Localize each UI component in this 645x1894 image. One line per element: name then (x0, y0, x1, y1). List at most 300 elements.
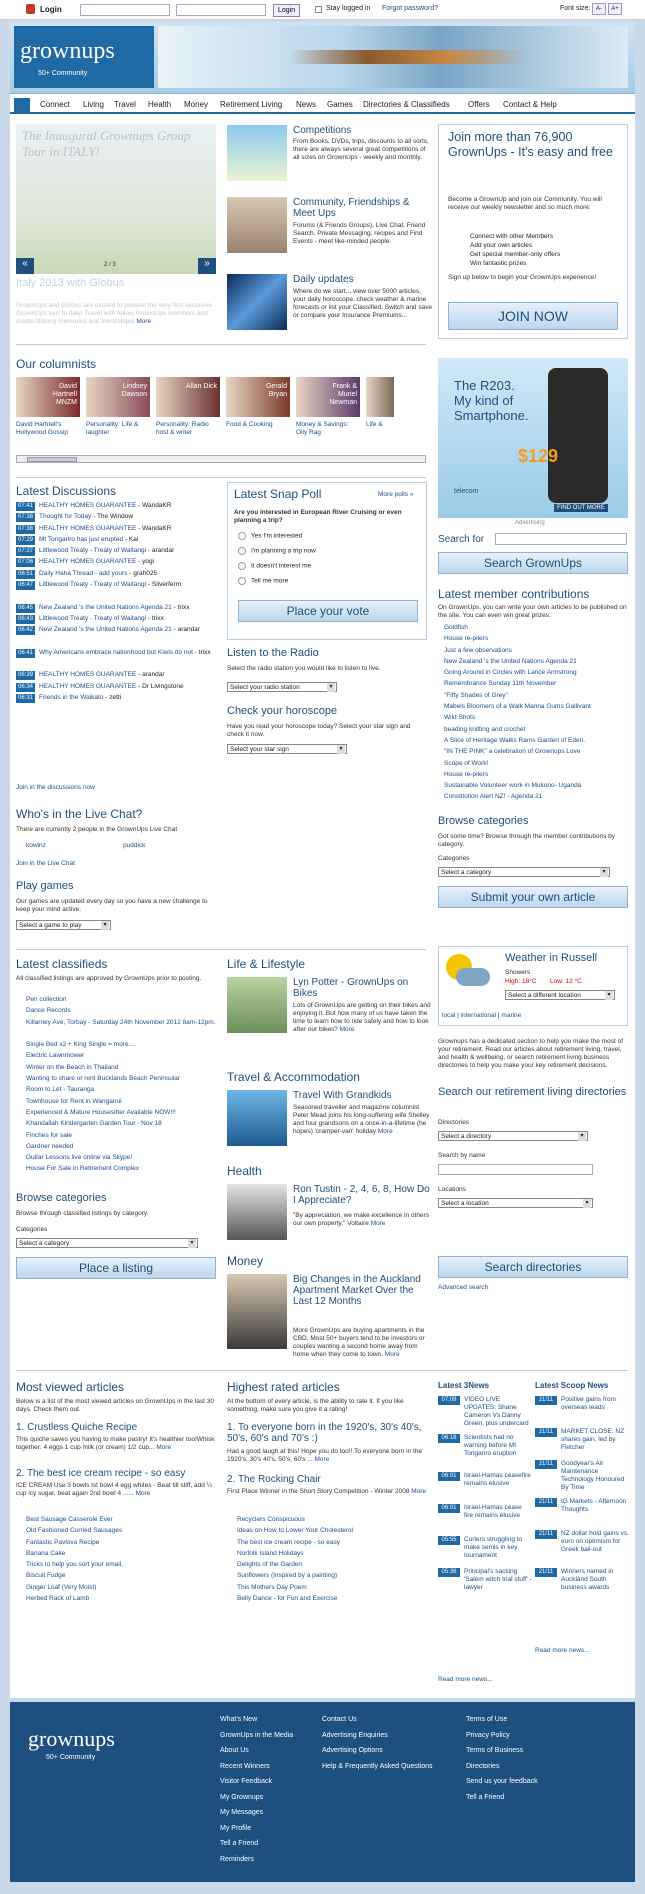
radio-station-select[interactable]: Select your radio station ▾ (227, 682, 337, 692)
discussion-item (16, 523, 216, 534)
discussion-user: - trixx (171, 603, 190, 611)
classifieds-browse-title: Browse categories (16, 1192, 107, 1204)
news-headline[interactable]: Israel-Hamas ceasefire remains elusive (464, 1472, 531, 1487)
community-text: Forums (& Friends Groups), Live Chat, Friend Search, Private Messaging, recipes and Find Events - meet like-minded people. (293, 222, 426, 245)
columnist-name: David Hartnell MNZM (52, 383, 77, 406)
news-headline[interactable]: Positive gains from overseas leads (561, 1396, 616, 1411)
footer-link[interactable]: Help & Frequently Asked Questions (322, 1762, 433, 1770)
money-image[interactable] (227, 1274, 287, 1349)
browse-categories-title: Browse categories (438, 815, 529, 827)
chat-user-2[interactable]: puddick (123, 842, 146, 849)
travel-text (293, 1104, 433, 1136)
community-image[interactable] (227, 197, 287, 253)
viewed-article-link[interactable]: Biscuit Fudge (26, 1572, 66, 1580)
slider-overlay-text: The Inaugural Grownups Group Tour in ITALY! (22, 128, 191, 159)
classified-item (26, 1130, 216, 1141)
nav-connect[interactable]: Connect (40, 100, 70, 109)
weather-international-link[interactable]: international (460, 1012, 497, 1019)
slider-next-button[interactable]: » (198, 258, 216, 274)
classified-link[interactable]: Gardner needed (26, 1142, 74, 1150)
directory-name-input[interactable] (438, 1164, 593, 1175)
news-headline[interactable]: Principal's sacking 'Salem witch trial stuff' - lawyer (464, 1568, 532, 1591)
columnist-photo[interactable] (86, 377, 150, 417)
footer-link[interactable]: Reminders (220, 1855, 254, 1863)
lifestyle-title: Life & Lifestyle (227, 957, 306, 971)
join-now-button[interactable]: JOIN NOW (448, 302, 618, 330)
money-text (293, 1327, 433, 1359)
news-time: 06:18 (438, 1434, 460, 1443)
discussion-time: 07:38 (18, 514, 34, 521)
place-listing-button[interactable]: Place a listing (16, 1257, 216, 1279)
viewed-article-link[interactable]: Banana Cake (26, 1549, 66, 1557)
footer-link[interactable]: Contact Us (322, 1716, 357, 1723)
footer-link[interactable]: About Us (220, 1747, 249, 1754)
highest-rated-text: At the bottom of every article, is the ability to rate it. If you like something, make sure you give it a rating! (227, 1398, 404, 1413)
footer-logo[interactable]: grownups (28, 1726, 115, 1751)
weather-location-select[interactable]: Select a different location ▾ (505, 990, 615, 1000)
discussion-link[interactable]: Friends in the Waikato (39, 694, 104, 702)
submit-article-button[interactable]: Submit your own article (438, 886, 628, 908)
footer-link[interactable]: My Messages (220, 1809, 264, 1816)
password-input[interactable] (176, 4, 266, 16)
money-more-link[interactable]: More (384, 1351, 400, 1358)
discussion-time: 07:41 (18, 503, 34, 509)
nav-money[interactable]: Money (184, 100, 209, 109)
scrollbar-thumb[interactable] (27, 457, 77, 462)
weather-marine-link[interactable]: marine (501, 1012, 522, 1019)
classified-link[interactable]: Single Bed x2 + King Single = more.... (26, 1041, 136, 1049)
contribution-link[interactable]: Sustainable Volunteer work in Mukono- Uganda (444, 782, 582, 790)
columnist-name: Gerald Bryan (265, 383, 287, 398)
footer-link[interactable]: Tell a Friend (466, 1793, 505, 1801)
discussion-link[interactable]: New Zealand 's the United Nations Agenda 21 (39, 626, 172, 634)
highest-rated-title: Highest rated articles (227, 1380, 340, 1394)
discussion-link[interactable]: Why Americans embrace nationhood but Kiwis do not (39, 648, 193, 656)
classified-link[interactable]: House For Sale in Retirement Complex (26, 1165, 140, 1173)
contribution-item (444, 678, 629, 689)
rated-article-item (237, 1593, 427, 1604)
discussion-link[interactable]: Mt Tongariro has just erupted (39, 535, 124, 543)
home-icon[interactable] (14, 98, 30, 112)
footer-link[interactable]: GrownUps in the Media (220, 1731, 294, 1739)
rated-article-item (237, 1525, 427, 1536)
contribution-link[interactable]: A Slice of Heritage Walks Rams Garden of Eden. (444, 736, 586, 744)
contribution-link[interactable]: "Fifty Shades of Grey" (444, 691, 508, 699)
travel-headline[interactable]: Travel With Grandkids (293, 1090, 392, 1101)
contribution-link[interactable]: Constitution Alert NZ! - Agenda 21 (444, 793, 543, 801)
site-logo[interactable] (14, 26, 154, 88)
footer-link[interactable]: Tell a Friend (220, 1840, 259, 1847)
discussion-item (16, 500, 216, 511)
login-button[interactable]: Login (273, 4, 300, 17)
lifestyle-more-link[interactable]: More (339, 1026, 355, 1033)
chat-user-1[interactable]: kowlnz (26, 842, 46, 849)
viewed-article-link[interactable]: Herbed Rack of Lamb (26, 1595, 90, 1603)
contribution-link[interactable]: Scope of Work! (444, 759, 489, 767)
discussion-time: 07:38 (18, 525, 34, 532)
discussion-user: - arandar (171, 626, 200, 634)
slider-prev-button[interactable]: « (16, 258, 34, 274)
travel-image[interactable] (227, 1090, 287, 1146)
header-banner-image (158, 26, 628, 88)
discussion-link[interactable]: HEALTHY HOMES GUARANTEE (39, 502, 137, 509)
rated-article-1[interactable]: 1. To everyone born in the 1920's, 30's 40's, 50's, 60's and 70's :) (227, 1422, 422, 1444)
news-headline[interactable]: Winners named in Auckland South business awards (561, 1568, 614, 1591)
columnist-name: Frank & Muriel Newman (329, 383, 357, 406)
competitions-title[interactable]: Competitions (293, 125, 352, 136)
ad-find-button[interactable]: FIND OUT MORE (554, 504, 608, 512)
news-time: 21/11 (535, 1428, 557, 1437)
benefit-item: Get special member-only offers (470, 251, 561, 258)
classified-item (26, 1107, 216, 1118)
divider (16, 477, 426, 478)
nav-health[interactable]: Health (148, 100, 172, 109)
discussion-time: 06:51 (18, 570, 34, 577)
contributions-list (444, 622, 629, 803)
classifieds-category-select[interactable]: Select a category ▾ (16, 1238, 198, 1248)
classified-item (26, 1118, 216, 1129)
discussion-link[interactable]: New Zealand 's the United Nations Agenda 21 (39, 603, 172, 611)
nav-offers[interactable]: Offers (468, 100, 490, 109)
footer-link[interactable]: Terms of Business (466, 1747, 524, 1754)
footer-link[interactable]: Recent Winners (220, 1762, 270, 1770)
directories-label: Directories (438, 1119, 470, 1126)
daily-updates-title[interactable]: Daily updates (293, 274, 354, 285)
viewed-article-link[interactable]: Old Fashioned Curried Sausages (26, 1527, 123, 1535)
discussion-link[interactable]: HEALTHY HOMES GUARANTEE (39, 682, 137, 690)
slider-text-body: GrownUps and Globus are excited to present the very first exclusive GrownUps tour to Italy! Travel with fellow GrownUps members and create lifelong memories and friendships! (16, 302, 212, 325)
lifestyle-image[interactable] (227, 977, 287, 1033)
logo-subtitle: 50+ Community (38, 70, 88, 77)
ad-price: $129 (518, 446, 559, 466)
discussion-link[interactable]: HEALTHY HOMES GUARANTEE (39, 524, 137, 532)
rated-article-1-body: Had a good laugh at this! Hope you do too!! To everyone born in the 1920's, 30's 40's, 50's, 60's ... (227, 1448, 423, 1463)
discussion-user: - arandar (146, 547, 175, 555)
contribution-link[interactable]: Just a few observations (444, 646, 512, 654)
health-image[interactable] (227, 1184, 287, 1240)
viewed-article-link[interactable]: Tricks to help you sort your email. (26, 1561, 123, 1569)
contribution-link[interactable]: Going Around in Circles with Lance Armstrong (444, 669, 577, 677)
news-time: 21/11 (535, 1460, 557, 1469)
discussion-item (16, 613, 216, 624)
join-discussions-link[interactable]: Join in the discussions now (16, 784, 95, 791)
footer-link[interactable]: Terms of Use (466, 1716, 508, 1723)
lifestyle-headline[interactable]: Lyn Potter - GrownUps on Bikes (293, 977, 409, 999)
rated-article-2[interactable]: 2. The Rocking Chair (227, 1474, 321, 1485)
contribution-link[interactable]: House re-pilers (444, 770, 489, 778)
forgot-password-link[interactable]: Forgot password? (382, 5, 439, 12)
news-headline[interactable]: Israel-Hamas cease fire remains elusive (464, 1504, 522, 1519)
discussion-link[interactable]: Littlewood Treaty - Treaty of Waitangi (39, 581, 147, 589)
discussion-user: - trixx (146, 614, 164, 622)
news-headline[interactable]: Scientists had no warning before Mt Tongariro eruption (464, 1434, 517, 1457)
nav-contact[interactable]: Contact & Help (503, 100, 557, 109)
money-headline[interactable]: Big Changes in the Auckland Apartment Market Over the Last 12 Months (293, 1274, 421, 1307)
contribution-link[interactable]: beading knitting and crochet (444, 725, 526, 733)
location-select[interactable]: Select a location ▾ (438, 1198, 593, 1208)
community-title[interactable]: Community, Friendships & Meet Ups (293, 197, 410, 219)
classified-link[interactable]: Pen collection (26, 996, 67, 1003)
rated-article-2-more[interactable]: More (411, 1488, 427, 1495)
poll-option-1[interactable]: Yes I'm interested (238, 532, 302, 540)
search-input[interactable] (495, 533, 627, 545)
viewed-article-link[interactable]: Best Sausage Casserole Ever (26, 1516, 113, 1523)
lock-icon (26, 4, 35, 14)
contribution-link[interactable]: Mabels Bloomers of a Walk Manna Gums Gallivant (444, 703, 591, 711)
columnist-photo[interactable] (156, 377, 220, 417)
contribution-item (444, 791, 629, 802)
most-viewed-title: Most viewed articles (16, 1380, 125, 1394)
discussion-link[interactable]: Thought for Today (39, 513, 92, 521)
scoop-more-link[interactable]: Read more news... (535, 1647, 590, 1654)
discussion-user: - Silverferm (146, 581, 182, 589)
join-signup-text: Sign up below to begin your GrownUps experience! (448, 274, 597, 281)
contribution-link[interactable]: Remembrance Sunday 11th November (444, 680, 557, 688)
columnist-caption-link[interactable]: Food & Cooking (226, 421, 273, 428)
classified-link[interactable]: Killarney Ave, Torbay - Saturday 24th November 2012 8am-12pm. (26, 1018, 216, 1026)
discussions-title: Latest Discussions (16, 484, 117, 498)
discussion-link[interactable]: HEALTHY HOMES GUARANTEE (39, 558, 137, 566)
viewed-article-item (26, 1570, 216, 1581)
main-nav (10, 96, 635, 114)
footer-link[interactable]: Directories (466, 1762, 500, 1770)
classified-item (26, 1039, 216, 1050)
news-headline[interactable]: IG Markets - Afternoon Thoughts (561, 1498, 627, 1513)
classified-link[interactable]: Winter on the Beach in Thailand (26, 1063, 119, 1071)
discussion-link[interactable]: Daily Haha Thread - add yours (39, 569, 128, 577)
3news-more-link[interactable]: Read more news... (438, 1676, 493, 1683)
stay-logged-in-label: Stay logged in (326, 5, 371, 12)
columnist-caption-link[interactable]: Personality: Radio host & writer (156, 421, 209, 436)
columnist-photo[interactable] (16, 377, 80, 417)
news-headline[interactable]: Goodyear's Air Maintenance Technology Honoured By Time (561, 1460, 625, 1491)
advanced-search-link[interactable]: Advanced search (438, 1284, 489, 1291)
rated-article-link[interactable]: Sunflowers (Inspired by a painting) (237, 1572, 338, 1580)
discussion-user: - WandaKR (136, 524, 172, 532)
discussion-time: 06:34 (18, 683, 34, 690)
viewed-article-1[interactable]: 1. Crustless Quiche Recipe (16, 1422, 138, 1433)
star-sign-select[interactable]: Select your star sign ▾ (227, 744, 347, 754)
news-headline[interactable]: NZ dollar hold gains vs. euro on optimism for Greek bail-out (561, 1530, 629, 1553)
footer-link[interactable]: What's New (220, 1716, 258, 1723)
category-select[interactable]: Select a category ▾ (438, 867, 610, 877)
directory-select[interactable]: Select a directory ▾ (438, 1131, 588, 1141)
viewed-article-1-more[interactable]: More (156, 1444, 171, 1451)
place-vote-button[interactable]: Place your vote (238, 600, 418, 622)
font-increase-button[interactable]: A+ (608, 3, 622, 15)
footer-link[interactable]: Send us your feedback (466, 1778, 538, 1785)
footer-link[interactable]: Advertising Enquiries (322, 1731, 388, 1739)
viewed-article-link[interactable]: Ginger Loaf (Very Moist) (26, 1583, 97, 1591)
login-label: Login (40, 5, 62, 14)
news-headline[interactable]: VIDEO LIVE UPDATES: Shane Cameron Vs Danny Green, plus undercard (464, 1396, 529, 1427)
radio-text: Select the radio station you would like to listen to live. (227, 665, 381, 672)
footer-link[interactable]: My Profile (220, 1824, 252, 1832)
contribution-link[interactable]: Goldfish (444, 624, 468, 631)
horoscope-text: Have you read your horoscope today? Select your star sign and check it now. (227, 723, 411, 738)
search-label: Search for (438, 534, 485, 545)
nav-news[interactable]: News (296, 100, 317, 109)
health-more-link[interactable]: More (370, 1220, 386, 1227)
browse-categories-text: Got some time? Browse through the member contributions by category. (438, 833, 616, 848)
benefit-item: Connect with other Members (470, 233, 554, 240)
discussion-user: - Kai (123, 535, 139, 543)
classified-link[interactable]: Guitar Lessons live online via Skype! (26, 1154, 133, 1162)
classified-link[interactable]: Room to Let - Tauranga (26, 1086, 95, 1094)
discussion-user: - WandaKR (136, 502, 172, 509)
rated-article-link[interactable]: Recyclers Conspicuous (237, 1516, 305, 1523)
discussion-link[interactable]: Littlewood Treaty - Treaty of Waitangi (39, 614, 147, 622)
games-title: Play games (16, 880, 74, 892)
daily-updates-image[interactable] (227, 274, 287, 330)
competitions-image[interactable] (227, 125, 287, 181)
discussion-item (16, 602, 216, 613)
footer-link[interactable]: Privacy Policy (466, 1731, 510, 1739)
site-footer (10, 1702, 635, 1882)
slider-title[interactable]: Italy 2013 with Globus (16, 277, 125, 289)
columnist-photo[interactable] (366, 377, 394, 417)
columnists-title: Our columnists (16, 357, 97, 371)
classified-link[interactable]: Electric Lawnmower (26, 1052, 85, 1060)
rated-article-link[interactable]: Ideas on How to Lower Your Cholesterol (237, 1527, 353, 1535)
rated-article-link[interactable]: This Mothers Day Poem (237, 1583, 307, 1591)
site-header (10, 22, 635, 94)
poll-option-2[interactable]: I'm planning a trip now (238, 547, 316, 555)
username-input[interactable] (80, 4, 170, 16)
classifieds-list (26, 994, 216, 1175)
discussion-item (16, 545, 216, 556)
rated-article-link[interactable]: Belly Dance - for Fun and Exercise (237, 1595, 338, 1603)
classifieds-categories-label: Categories (16, 1226, 48, 1233)
discussion-time: 06:39 (18, 672, 34, 679)
discussion-user: - zetti (103, 694, 122, 702)
poll-option-4[interactable]: Tell me more (238, 577, 288, 585)
money-title: Money (227, 1254, 264, 1268)
discussion-time: 06:42 (18, 627, 34, 634)
columnist-caption-link[interactable]: Personality: Life & laughter (86, 421, 139, 436)
footer-link[interactable]: Advertising Options (322, 1747, 383, 1754)
rated-article-link[interactable]: Delights of the Garden (237, 1561, 303, 1569)
join-text: Become a GrownUp and join our Community. You will receive our weekly newsletter and so much more: (448, 196, 602, 211)
rated-article-link[interactable]: The best ice cream recipe - so easy (237, 1538, 340, 1546)
news-headline[interactable]: MARKET CLOSE: NZ shares gain, led by Fletcher (561, 1428, 625, 1451)
poll-option-3[interactable]: It doesn't interest me (238, 562, 311, 570)
columnist-photo[interactable] (296, 377, 360, 417)
slider-more-link[interactable]: More (136, 318, 152, 325)
footer-link[interactable]: My Grownups (220, 1793, 264, 1801)
nav-retirement-living[interactable]: Retirement Living (220, 100, 283, 109)
classified-item (26, 1005, 216, 1016)
ad-brand: telecom (454, 488, 479, 495)
discussion-time: 07:29 (18, 536, 34, 543)
classified-link[interactable]: Experienced & Mature Housesitter Available NOW!!! (26, 1108, 176, 1116)
contribution-item (444, 633, 629, 644)
viewed-list (26, 1514, 216, 1604)
classified-item (26, 994, 216, 1005)
news-time: 21/11 (535, 1568, 557, 1577)
news-time: 07:09 (438, 1396, 460, 1405)
viewed-article-2-more[interactable]: More (135, 1490, 151, 1497)
travel-more-link[interactable]: More (377, 1128, 393, 1135)
join-title: Join more than 76,900 GrownUps - It's easy and free (448, 130, 613, 159)
viewed-article-link[interactable]: Fantastic Pavlova Recipe (26, 1538, 100, 1546)
viewed-article-2-text (16, 1482, 216, 1498)
rated-article-1-more[interactable]: More (314, 1456, 330, 1463)
viewed-article-2[interactable]: 2. The best ice cream recipe - so easy (16, 1468, 186, 1479)
discussion-item (16, 579, 216, 602)
contributions-text: On GrownUps, you can write your own articles to be published on the site. You can even win great prizes. (438, 604, 627, 619)
classified-link[interactable]: Townhouse for Rent in Wanganui (26, 1097, 122, 1105)
discussion-user: - yogi (136, 558, 154, 566)
health-headline[interactable]: Ron Tustin - 2, 4, 6, 8, How Do I Appreciate? (293, 1184, 430, 1206)
discussion-link[interactable]: Littlewood Treaty - Treaty of Waitangi (39, 547, 147, 555)
discussion-item (16, 568, 216, 579)
news-time: 05:36 (438, 1568, 460, 1577)
classified-link[interactable]: Wanting to share or rent Bucklands Beach Peninsular (26, 1075, 181, 1083)
rated-article-2-body: First Place Winner in the Short Story Competition - Winter 2008 (227, 1488, 410, 1495)
discussion-link[interactable]: HEALTHY HOMES GUARANTEE (39, 671, 137, 679)
weather-low: Low: 12 °C (550, 978, 582, 985)
top-login-bar (0, 0, 645, 20)
weather-local-link[interactable]: local (442, 1012, 456, 1019)
viewed-article-item (26, 1525, 216, 1536)
discussion-item (16, 692, 216, 703)
contribution-link[interactable]: "IN THE PINK" a celebration of Grownups Love (444, 748, 581, 756)
columnist-photo[interactable] (226, 377, 290, 417)
contribution-link[interactable]: Wild Shots (444, 714, 476, 722)
search-grownups-button[interactable]: Search GrownUps (438, 552, 628, 574)
classified-link[interactable]: Finches for sale (26, 1131, 72, 1139)
classified-link[interactable]: Khandallah Kindergarten Garden Tour - Nov 18 (26, 1120, 162, 1128)
search-directories-button[interactable]: Search directories (438, 1256, 628, 1278)
classified-link[interactable]: Dance Records (26, 1007, 71, 1015)
nav-games[interactable]: Games (327, 100, 353, 109)
discussion-time: 06:41 (18, 649, 34, 656)
more-polls-link[interactable]: More polls » (378, 491, 414, 498)
font-decrease-button[interactable]: A- (592, 3, 606, 15)
nav-living[interactable]: Living (83, 100, 104, 109)
scoop-title: Latest Scoop News (535, 1381, 609, 1390)
discussion-item (16, 511, 216, 522)
categories-label: Categories (438, 855, 470, 862)
contribution-link[interactable]: House re-pilers (444, 635, 489, 643)
livechat-text: There are currently 2 people in the GrownUps Live Chat (16, 826, 178, 833)
rated-article-link[interactable]: Norfolk Island Holidays (237, 1549, 304, 1557)
advert-banner[interactable] (438, 358, 628, 518)
news-headline[interactable]: Curlers struggling to make semis in key tournament (464, 1536, 523, 1559)
viewed-article-item (26, 1537, 216, 1548)
discussion-item (16, 556, 216, 567)
rated-article-item (237, 1570, 427, 1581)
footer-link[interactable]: Visitor Feedback (220, 1778, 273, 1785)
stay-logged-in-checkbox[interactable] (315, 6, 322, 13)
game-select[interactable]: Select a game to play ▾ (16, 920, 111, 930)
phone-image (548, 368, 608, 503)
columnist-caption-link[interactable]: David Hartnell's Hollywood Gossip (16, 421, 69, 436)
columnist-caption-link[interactable]: Life & (366, 421, 383, 428)
nav-travel[interactable]: Travel (114, 100, 136, 109)
columnists-scrollbar[interactable] (16, 455, 426, 463)
contribution-link[interactable]: New Zealand 's the United Nations Agenda 21 (444, 657, 577, 665)
rated-article-1-text (227, 1448, 427, 1464)
lifestyle-text-body: Lots of GrownUps are getting on their bikes and enjoying it. But how many of us have taken the time to learn how to ride safely and how to look after our bikes? (293, 1002, 431, 1033)
nav-directories[interactable]: Directories & Classifieds (363, 100, 450, 109)
health-title: Health (227, 1164, 262, 1178)
contribution-item (444, 758, 629, 769)
join-live-chat-link[interactable]: Join in the Live Chat (16, 860, 75, 867)
benefit-item: Win fantastic prizes (470, 260, 527, 267)
columnist-caption-link[interactable]: Money & Savings: Oily Rag (296, 421, 349, 436)
